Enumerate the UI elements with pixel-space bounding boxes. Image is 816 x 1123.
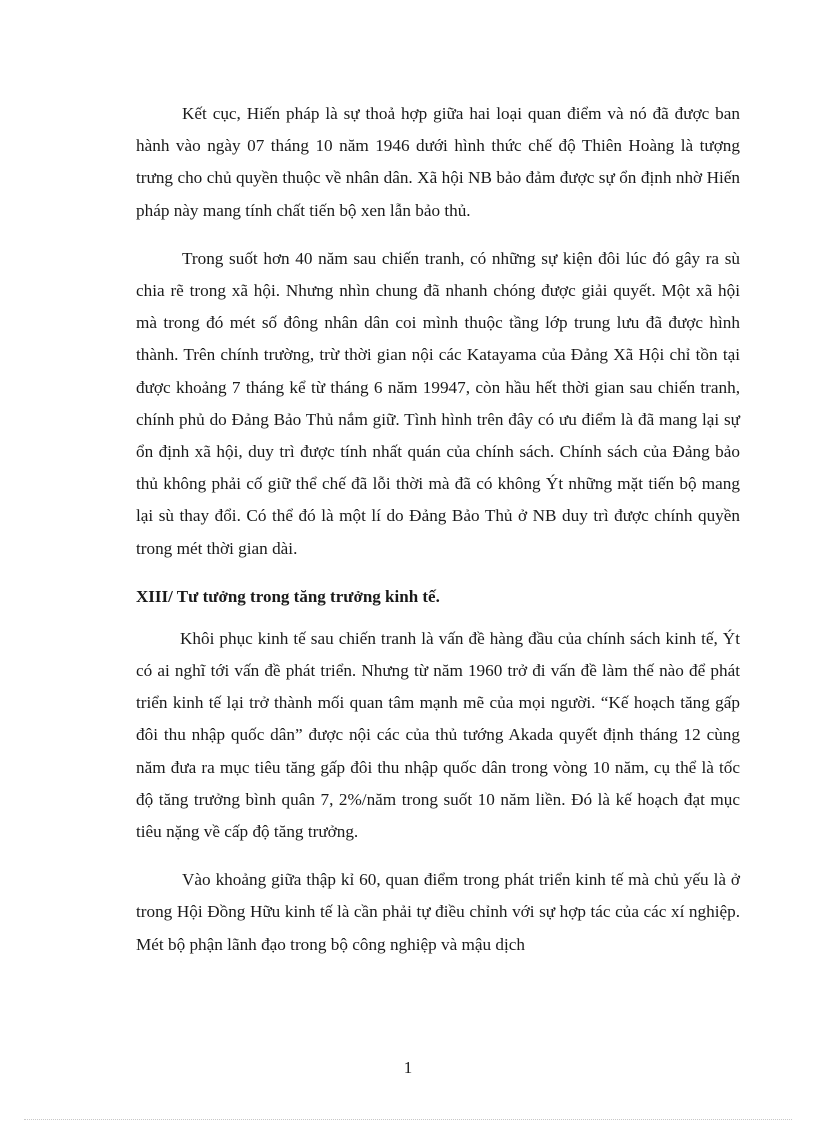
paragraph-mid-sixties: Vào khoảng giữa thập kỉ 60, quan điểm trong phát triển kinh tế mà chủ yếu là ở trong Hội Đồng Hữu kinh tế là cần phải tự điều chỉnh với sự hợp tác của các xí nghiệp. Mét bộ phận lãnh đạo trong bộ công nghiệp và mậu dịch: [136, 870, 740, 954]
paragraph-constitution: Kết cục, Hiến pháp là sự thoả hợp giữa hai loại quan điểm và nó đã được ban hành vào ngày 07 tháng 10 năm 1946 dưới hình thức chế độ Thiên Hoàng là tượng trưng cho chủ quyền thuộc về nhân dân. Xã hội NB bảo đảm được sự ổn định nhờ Hiến pháp này mang tính chất tiến bộ xen lẫn bảo thủ.: [136, 104, 740, 220]
section-heading: XIII/ Tư tưởng trong tăng trưởng kinh tế.: [136, 586, 440, 606]
paragraph-economic-recovery: Khôi phục kinh tế sau chiến tranh là vấn đề hàng đầu của chính sách kinh tế, Ýt có ai nghĩ tới vấn đề phát triển. Nhưng từ năm 1960 trở đi vấn đề làm thế nào để phát triển kinh tế lại trở thành mối quan tâm mạnh mẽ của mọi người. “Kế hoạch tăng gấp đôi thu nhập quốc dân” được nội các của thủ tướng Akada quyết định tháng 12 cùng năm đưa ra mục tiêu tăng gấp đôi thu nhập quốc dân trong vòng 10 năm, cụ thể là tốc độ tăng trưởng bình quân 7, 2%/năm trong suốt 10 năm liền. Đó là kế hoạch đạt mục tiêu nặng về cấp độ tăng trưởng.: [136, 628, 740, 842]
page-bottom-edge: [24, 1119, 792, 1120]
page-number: 1: [403, 1058, 413, 1077]
page-body: [136, 98, 740, 977]
paragraph-postwar-politics: Trong suốt hơn 40 năm sau chiến tranh, có những sự kiện đôi lúc đó gây ra sù chia rẽ trong xã hội. Nhưng nhìn chung đã nhanh chóng được giải quyết. Một xã hội mà trong đó mét số đông nhân dân coi mình thuộc tầng lớp trung lưu đã được hình thành. Trên chính trường, trừ thời gian nội các Katayama của Đảng Xã Hội chỉ tồn tại được khoảng 7 tháng kể từ tháng 6 năm 19947, còn hầu hết thời gian sau chiến tranh, chính phủ do Đảng Bảo Thủ nắm giữ. Tình hình trên đây có ưu điểm là đã mang lại sự ổn định xã hội, duy trì được tính nhất quán của chính sách. Chính sách của Đảng bảo thủ không phải cố giữ thể chế đã lỗi thời mà đã có không Ýt những mặt tiến bộ mang lại sù thay đổi. Có thể đó là một lí do Đảng Bảo Thủ ở NB duy trì được chính quyền trong mét thời gian dài.: [136, 248, 740, 558]
